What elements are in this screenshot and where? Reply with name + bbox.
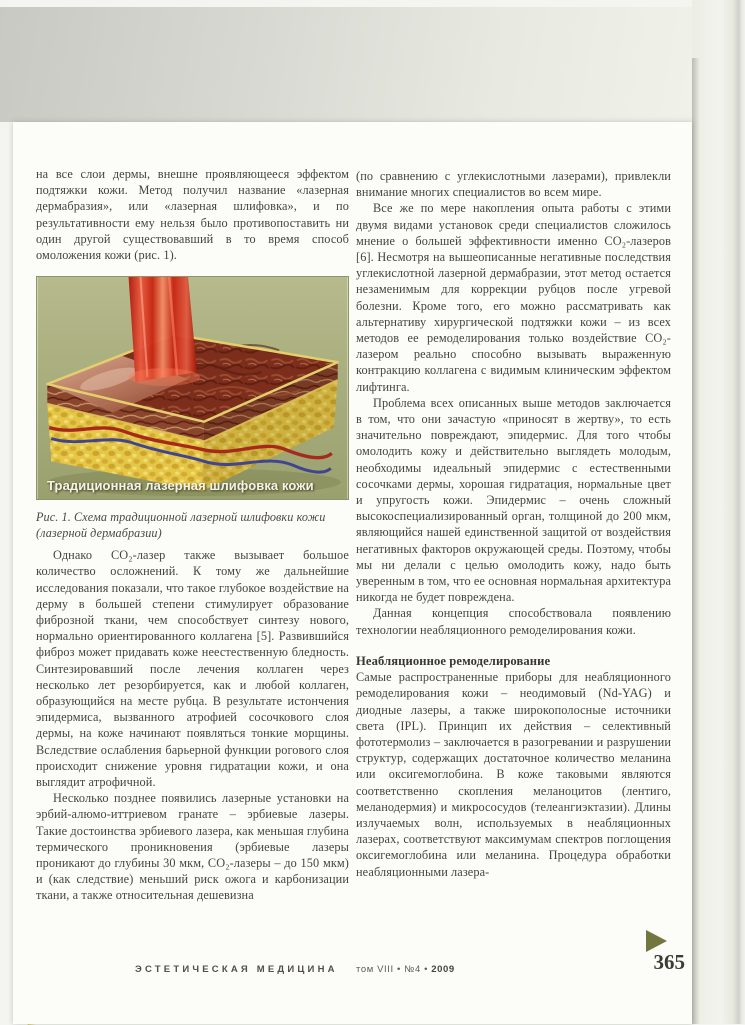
paragraph-continuation: (по сравнению с углекислотными лазерами), привлекли внимание многих специалистов во всем мире.: [356, 169, 671, 200]
right-column: [356, 168, 671, 880]
issue-info: [356, 964, 455, 975]
paragraph-co2-effectiveness: Все же по мере накопления опыта работы с этими двумя видами установок среди специалистов сложилось мнение о большей эффективности именно CO₂-лазеров [6]. Несмотря на вышеописанные негативные последствия углекислотной лазерной дермабразии, этот метод остается незаменимым для коррекции рубцов после угревой болезни. Кроме того, его можно рассматривать как альтернативу хирургической подтяжки кожи – из всех методов ее ремоделирования только воздействие CO₂-лазером реально способно вызывать выраженную контракцию коллагена с видимым клиническим эффектом лифтинга.: [356, 201, 671, 394]
paragraph-nonablative: Самые распространенные приборы для неабляционного ремоделирования кожи – неодимовый (Nd-YAG) и диодные лазеры, а также широкополосные источники света (IPL). Принцип их действия – селективный фототермолиз – заключается в разогревании и разрушении структур, содержащих достаточное количество меланина или оксигемоглобина. В коже таковыми являются соответственно скопления меланоцитов (лентиго, меланодермия) и микрососудов (телеангиэктазии). Длины излучаемых волн, используемых в неабляционных лазерах, соответствуют максимумам спектров поглощения оксигемоглобина или меланина. Процедура обработки неабляционными лазера-: [356, 670, 671, 879]
scanner-shadow-band: [0, 7, 693, 122]
paragraph-epidermis-problem: Проблема всех описанных выше методов заключается в том, что они зачастую «приносят в жертву», то есть значительно повреждают, эпидермис. Для того чтобы омолодить кожу и действительно выглядеть молодым, необходимы идеальный эпидермис с естественными сосочками дермы, хорошая гидратация, нормальные цвет и упругость кожи. Эпидермис – очень сложный высокоспециализированный орган, толщиной до 200 мкм, являющийся нашей единственной защитой от воздействия негативных факторов окружающей среды. Поэтому, чтобы мы ни делали с целью омолодить кожу, надо быть уверенным в том, что ее основная нормальная архитектура никогда не будет повреждена.: [356, 395, 671, 605]
figure-1: [36, 276, 349, 500]
section-heading: Неабляционное ремоделирование: [356, 653, 551, 668]
left-column: [36, 166, 349, 904]
paragraph-erbium-lasers: Несколько позднее появились лазерные установки на эрбий-алюмо-иттриевом гранате – эрбиевые лазеры. Такие достоинства эрбиевого лазера, как меньшая глубина термического проникновения (эрбиевые лазеры проникают до глубины 30 мкм, CO₂-лазеры – до 150 мкм) и (как следствие) меньший риск ожога и карбонизации ткани, а также относительная дешевизна: [36, 791, 349, 903]
issue-volume: том VIII • №4 •: [356, 964, 432, 975]
paragraph-co2-complications: Однако CO₂-лазер также вызывает большое количество осложнений. К тому же дальнейшие исследования показали, что такое глубокое воздействие на дерму в большей степени стимулирует образование фиброзной ткани, чем способствует синтезу нового, нормально ориентированного коллагена [5]. Развившийся фиброз может придавать коже неестественную бледность. Синтезировавший после лечения коллаген через несколько лет резорбируется, как и любой коллаген, образующийся на месте рубца. В результате истончения эпидермиса, вызванного атрофией сосочкового слоя дермы, на коже начинают появляться тонкие морщины. Вследствие ослабления барьерной функции рогового слоя происходит снижение уровня гидратации кожи, и она выглядит атрофичной.: [36, 548, 349, 790]
continuation-arrow-icon: [646, 930, 667, 952]
page-number: 365: [653, 950, 685, 974]
figure-label: Традиционная лазерная шлифовка кожи: [47, 478, 314, 494]
skin-laser-illustration: [37, 277, 348, 499]
page-edge-shadow: [692, 58, 700, 1024]
issue-year: 2009: [431, 964, 455, 975]
figure-caption: Рис. 1. Схема традиционной лазерной шлифовки кожи (лазерной дермабразии): [36, 510, 326, 541]
paragraph-continuation: на все слои дермы, внешне проявляющееся эффектом подтяжки кожи. Метод получил название «лазерная дермабразия», или «лазерная шлифовка», и по результативности ему нельзя было противопоставить ни один другой существовавший в то время способ омоложения кожи (рис. 1).: [36, 167, 349, 263]
journal-title: ЭСТЕТИЧЕСКАЯ МЕДИЦИНА: [135, 964, 338, 975]
paragraph-concept: Данная концепция способствовала появлению технологии неабляционного ремоделирования кожи.: [356, 606, 671, 637]
journal-page: [13, 122, 692, 1024]
